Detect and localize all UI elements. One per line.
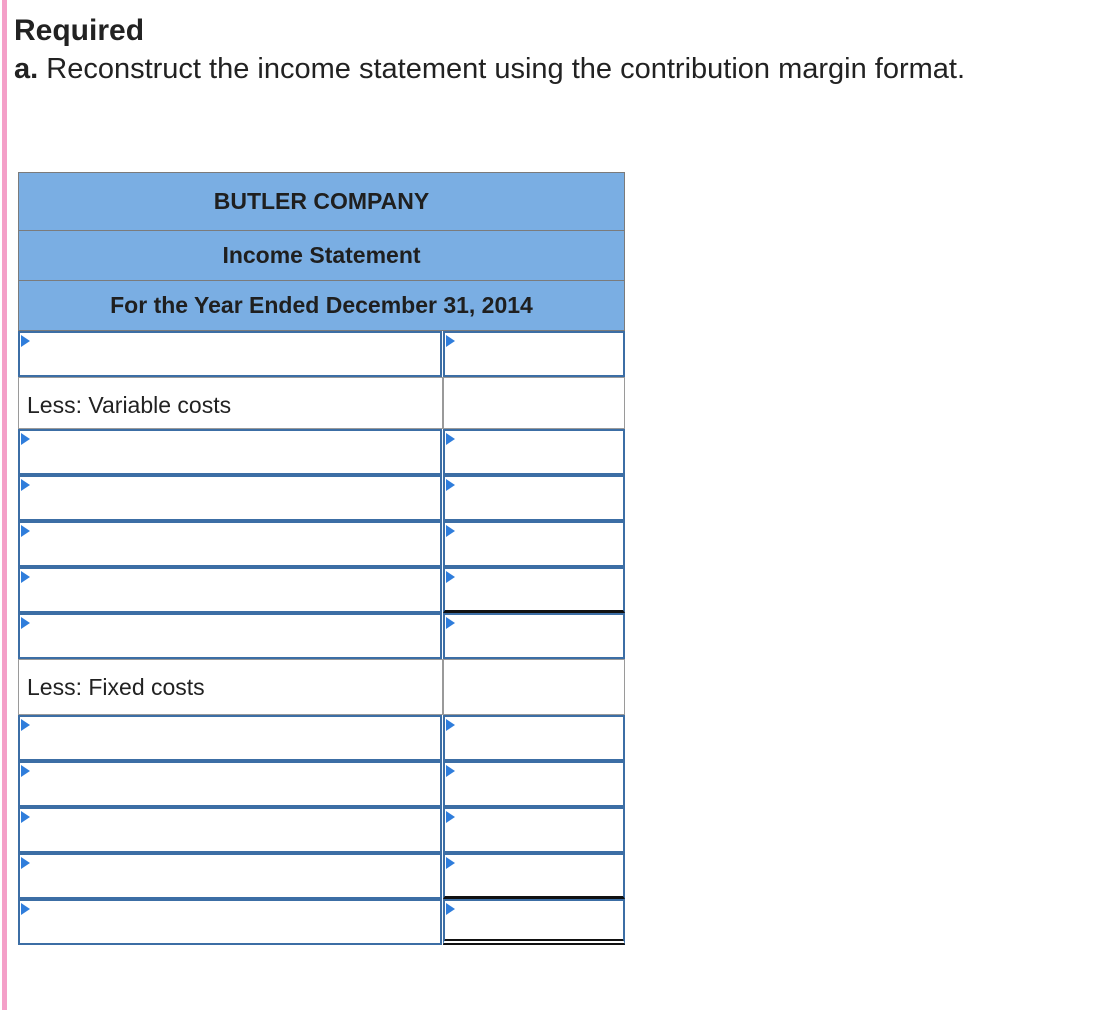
dropdown-marker-icon [21,525,30,537]
table-row [18,331,625,377]
amount-input[interactable] [443,807,625,853]
amount-input[interactable] [443,613,625,659]
table-row [18,853,625,899]
dropdown-marker-icon [446,479,455,491]
instruction-text [14,53,965,86]
label-input[interactable] [18,475,442,521]
table-row [18,715,625,761]
label-input[interactable] [18,567,442,613]
instruction-body: Reconstruct the income statement using the contribution margin format. [46,53,966,85]
label-input[interactable] [18,331,442,377]
table-row [18,659,625,715]
amount-input[interactable] [443,429,625,475]
company-name: BUTLER COMPANY [18,172,625,231]
amount-input[interactable] [443,899,625,945]
label-input[interactable] [18,807,442,853]
label-input[interactable] [18,899,442,945]
dropdown-marker-icon [446,811,455,823]
label-input[interactable] [18,715,442,761]
table-row [18,475,625,521]
dropdown-marker-icon [446,525,455,537]
dropdown-marker-icon [446,903,455,915]
label-input[interactable] [18,853,442,899]
income-statement-table [18,172,625,945]
table-row [18,899,625,945]
statement-title: Income Statement [18,231,625,281]
dropdown-marker-icon [21,479,30,491]
table-row [18,377,625,429]
amount-input[interactable] [443,567,625,613]
table-row [18,613,625,659]
amount-input[interactable] [443,475,625,521]
dropdown-marker-icon [21,719,30,731]
dropdown-marker-icon [446,433,455,445]
dropdown-marker-icon [21,617,30,629]
dropdown-marker-icon [21,433,30,445]
required-heading: Required [14,14,145,47]
left-accent-bar [2,0,7,1010]
amount-input[interactable] [443,853,625,899]
dropdown-marker-icon [21,335,30,347]
dropdown-marker-icon [21,765,30,777]
amount-input[interactable] [443,521,625,567]
dropdown-marker-icon [21,903,30,915]
label-input[interactable] [18,521,442,567]
dropdown-marker-icon [446,765,455,777]
dropdown-marker-icon [446,335,455,347]
empty-cell [443,377,625,429]
dropdown-marker-icon [446,857,455,869]
fixed-costs-label: Less: Fixed costs [18,659,443,715]
statement-period: For the Year Ended December 31, 2014 [18,281,625,331]
amount-input[interactable] [443,761,625,807]
label-input[interactable] [18,761,442,807]
part-label: a. [14,53,39,85]
amount-input[interactable] [443,715,625,761]
table-row [18,429,625,475]
dropdown-marker-icon [21,811,30,823]
dropdown-marker-icon [446,617,455,629]
dropdown-marker-icon [21,857,30,869]
label-input[interactable] [18,613,442,659]
amount-input[interactable] [443,331,625,377]
dropdown-marker-icon [446,719,455,731]
dropdown-marker-icon [21,571,30,583]
table-row [18,761,625,807]
dropdown-marker-icon [446,571,455,583]
table-row [18,807,625,853]
variable-costs-label: Less: Variable costs [18,377,443,429]
table-row [18,521,625,567]
label-input[interactable] [18,429,442,475]
table-row [18,567,625,613]
empty-cell [443,659,625,715]
